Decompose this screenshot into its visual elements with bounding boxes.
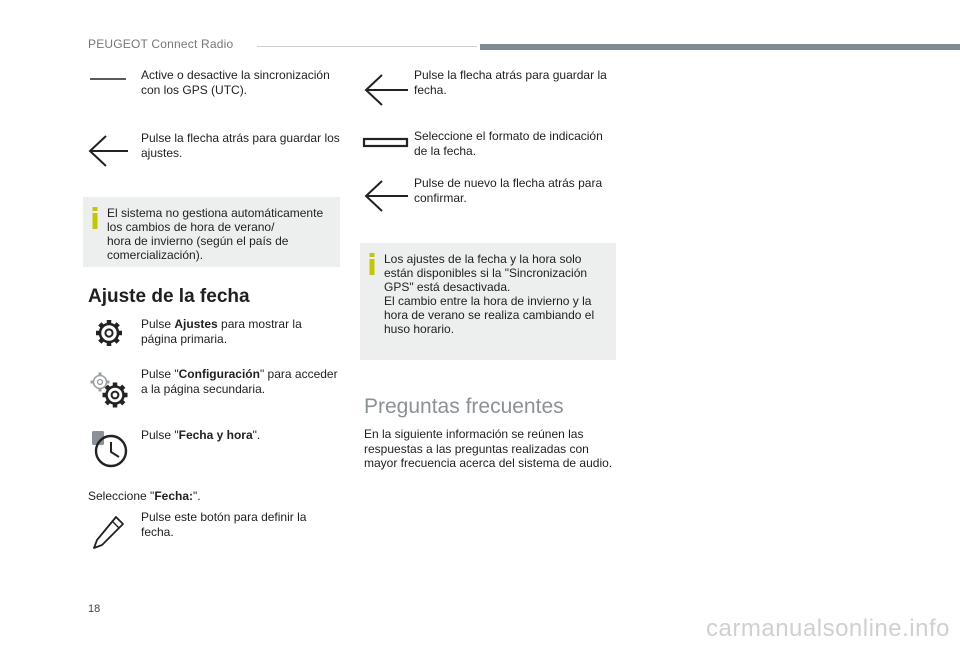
gear-icon	[93, 317, 125, 349]
header-title: PEUGEOT Connect Radio	[88, 37, 234, 51]
date-time-label: Fecha y hora	[178, 428, 253, 442]
info-icon	[368, 253, 376, 275]
pencil-icon	[92, 514, 126, 550]
info-note-gps	[360, 243, 616, 360]
config-text	[141, 367, 341, 396]
save-settings-text: Pulse la flecha atrás para guardar los ajustes.	[141, 131, 340, 160]
note-line: El cambio entre la hora de invierno y la	[384, 294, 592, 308]
sync-gps-text: Active o desactive la sincronización con los GPS (UTC).	[141, 68, 330, 97]
text-part: para mostrar la página primaria.	[141, 317, 302, 346]
note-line: GPS" está desactivada.	[384, 280, 511, 294]
faq-intro-text: En la siguiente información se reúnen las respuestas a las preguntas realizadas con mayor frecuencia acerca del sistema de audio.	[364, 427, 613, 470]
note-line: están disponibles si la "Sincronización	[384, 266, 588, 280]
section-title-faq: Preguntas frecuentes	[364, 395, 564, 418]
configuration-label: Configuración	[178, 367, 260, 381]
date-format-text: Seleccione el formato de indicación de la fecha.	[414, 129, 603, 158]
text-part: Pulse "	[141, 428, 179, 442]
back-arrow-icon	[86, 133, 130, 169]
text-part: " para acceder a la página secundaria.	[141, 367, 338, 396]
format-bar-icon	[362, 136, 410, 150]
note-line: hora de verano se realiza cambiando el	[384, 308, 595, 322]
text-part: ".	[252, 428, 261, 442]
info-note-dst	[83, 197, 340, 267]
text-part: ".	[193, 489, 201, 503]
note-line: comercialización).	[107, 248, 204, 262]
watermark: carmanualsonline.info	[706, 615, 950, 642]
note-line: los cambios de hora de verano/	[107, 220, 275, 234]
page-number: 18	[88, 603, 101, 615]
date-label: Fecha:	[154, 489, 193, 503]
define-date-text: Pulse este botón para definir la fecha.	[141, 510, 307, 539]
header-divider	[257, 46, 477, 47]
save-date-text: Pulse la flecha atrás para guardar la fecha.	[414, 68, 607, 97]
text-part: Pulse "	[141, 367, 179, 381]
note-line: hora de invierno (según el país de	[107, 234, 289, 248]
settings-label: Ajustes	[174, 317, 218, 331]
back-arrow-icon	[362, 178, 410, 214]
section-title-date: Ajuste de la fecha	[88, 286, 250, 307]
header-accent-bar	[480, 44, 960, 50]
date-time-text	[141, 428, 341, 443]
info-icon	[91, 207, 99, 229]
text-part: Seleccione "	[88, 489, 155, 503]
note-line: El sistema no gestiona automáticamente	[107, 206, 324, 220]
double-gear-icon	[88, 370, 132, 410]
clock-icon	[90, 428, 130, 470]
dash-icon	[88, 68, 130, 90]
gear-text	[141, 317, 341, 346]
text-part: Pulse	[141, 317, 175, 331]
select-date-text	[88, 489, 338, 504]
page-header	[0, 36, 960, 56]
note-line: huso horario.	[384, 322, 455, 336]
back-arrow-icon	[362, 72, 410, 108]
note-line: Los ajustes de la fecha y la hora solo	[384, 252, 582, 266]
confirm-text: Pulse de nuevo la flecha atrás para confirmar.	[414, 176, 603, 205]
